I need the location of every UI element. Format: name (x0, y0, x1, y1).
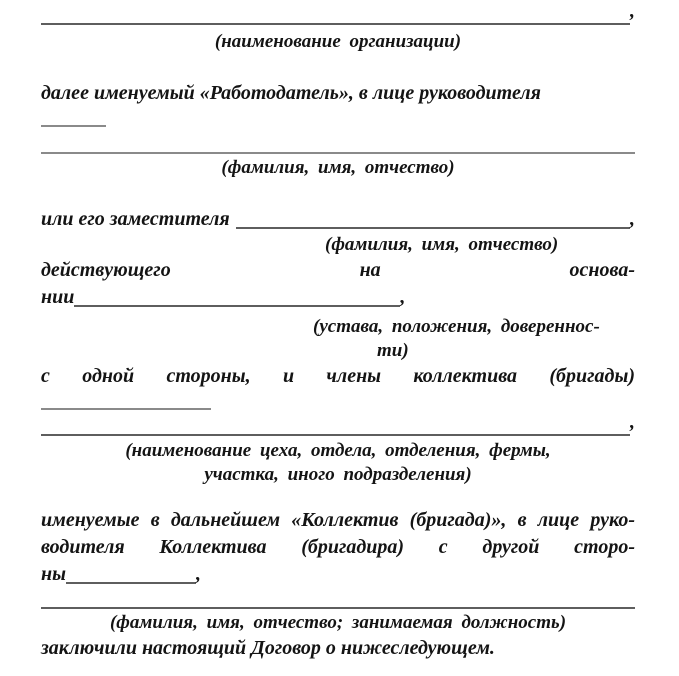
org-name-blank-line (41, 23, 630, 25)
deputy-row (41, 206, 635, 233)
trailing-comma: , (630, 411, 635, 433)
brigadier-name-row (41, 561, 635, 588)
basis-caption-line-2: ти) (377, 340, 409, 361)
basis-caption-line-1: (устава, положения, довереннос- (313, 316, 600, 337)
trailing-comma: , (630, 208, 635, 230)
brigadier-name-blank-line (66, 582, 196, 584)
basis-blank-line (74, 305, 400, 307)
closing-paragraph: заключили настоящий Договор о нижеследующем. (41, 637, 495, 659)
unit-name-blank-row (41, 410, 635, 436)
unit-name-blank-short (41, 391, 211, 410)
basis-blank-row (41, 284, 635, 311)
collective-paragraph-line-1: именуемые в дальнейшем «Коллектив (бригада)», в лице руко- (41, 509, 635, 531)
head-name-blank-row (41, 127, 635, 154)
unit-name-blank-line (41, 434, 630, 436)
trailing-comma: , (195, 563, 201, 585)
unit-caption-line-1: (наименование цеха, отдела, отделения, фермы, (125, 440, 551, 461)
nii-prefix: нии (41, 286, 75, 308)
org-name-caption: (наименование организации) (214, 31, 462, 52)
fio-position-blank-line (41, 588, 635, 609)
deputy-name-blank-line (236, 227, 630, 229)
one-side-line: с одной стороны, и члены коллектива (бригады) (41, 365, 635, 387)
head-name-blank-short (41, 107, 106, 127)
deputy-prefix: или его заместителя (41, 208, 230, 230)
fio-position-caption: (фамилия, имя, отчество; занимаемая должность) (109, 612, 567, 633)
trailing-comma: , (400, 286, 406, 308)
employer-paragraph: далее именуемый «Работодатель», в лице руководителя (41, 82, 541, 104)
unit-caption-line-2: участка, иного подразделения) (204, 464, 472, 485)
fio-caption-1: (фамилия, имя, отчество) (221, 157, 455, 178)
ny-prefix: ны (41, 563, 66, 585)
org-name-blank-row (41, 0, 635, 25)
acting-basis-line: действующего на основа- (41, 259, 635, 281)
collective-paragraph-line-2: водителя Коллектива (бригадира) с другой сторо- (41, 536, 635, 558)
head-name-blank-line (41, 152, 635, 154)
trailing-comma: , (630, 0, 635, 22)
fio-caption-2: (фамилия, имя, отчество) (325, 234, 559, 255)
